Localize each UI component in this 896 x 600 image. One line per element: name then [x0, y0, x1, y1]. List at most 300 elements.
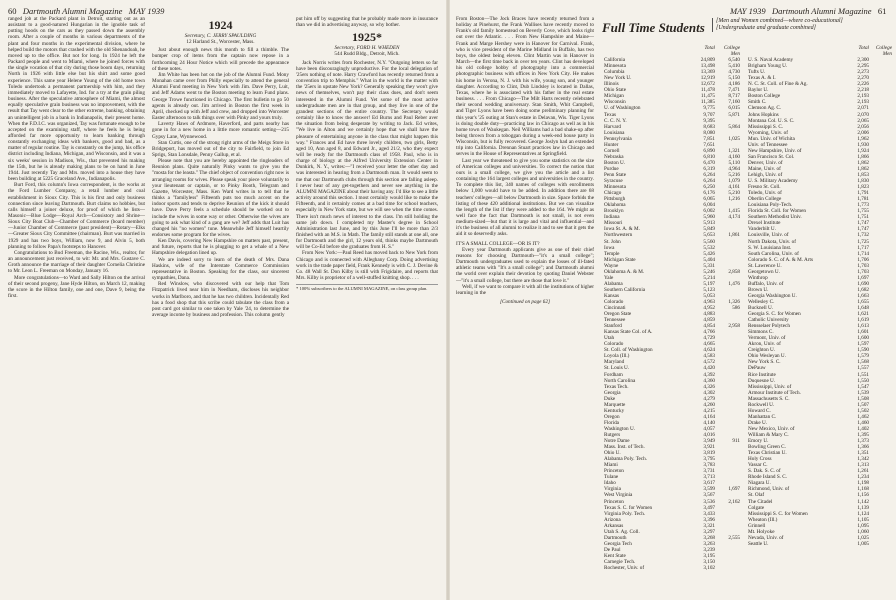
- cell-total: 5,246: [703, 268, 715, 275]
- cell-total: 5,214: [703, 274, 715, 281]
- cell-total: 12,672: [700, 81, 715, 88]
- cell-name: Texas Tech.: [604, 383, 629, 390]
- cell-name: Florida St. Coll. for Women: [748, 208, 806, 215]
- cell-name: Columbia: [604, 69, 625, 76]
- cell-total: 1,706: [857, 256, 869, 263]
- cell-name: Maine, Univ. of: [748, 165, 781, 172]
- cell-name: Montana Col. U. S. C.: [748, 117, 795, 124]
- cell-name: Winthrop: [748, 274, 768, 281]
- cell-total: 1,198: [857, 480, 869, 487]
- cell-men: 1,326: [728, 298, 740, 305]
- cell-name: Marquette: [604, 401, 626, 408]
- cell-total: 2,070: [857, 111, 869, 118]
- cell-men: 5,150: [728, 75, 740, 82]
- paragraph: ranged job at the Packard plant in Detroit, starting out as an assistant to a good-natured Hungarian in the ignoble task of putting hoods on the cars as they passed down the assembly room. After a couple of months in various departments of the plant and four months in the experimental division, where he helped build the motors that crashed with the old Shenandoah, he moved up to the office. But not for long. In 1924 he left the Packard people and went to Miami, where he joined forces with the single vocation of that city during those boom days, returning North in 1926 with little else but his shirt and some good experience. This same year Helene Young of the old home town Toledo undertook a permanent partnership with him, and they immediately moved to Lafayette, Ind. for a try at the grain piling business. After the speculative atmosphere of Miami, the almost equally speculative grain business was no improvement, with the result that Tay went clear to the other extreme, banking, obtaining an unintelligent job in a bank in Indianapolis, their present home. When the F.D.I.C. was organized, Tay was fortunate enough to be accepted on the examining staff, where he feels he is being afforded far more opportunity to learn banking through constantly exchanging ideas with bankers, good and bad, as a matter of regular routine. Tay is constantly on the jump, his office district including Indiana, Michigan, and Wisconsin, and it was a six weeks' session in Madison, Wis., that prevented his making the 15th, but he is already making plans to be on hand in June 1944. Just recently Tay and Mrs. moved into a house they have been building at 5225 Graceland Ave., Indianapolis.: [8, 16, 145, 183]
- cell-total: 4,140: [703, 419, 715, 426]
- cell-men: 1,415: [728, 208, 740, 215]
- paragraph: From Boston—The Jock Braces have recently returned from a holiday at Pinehurst, the Frank Wallises have recently moved to Frank's old family homestead on Beverly Cove, which looks right out over the Atlantic. . . . From New Hampshire and Maine—Frank and Marge Hershey were in Hanover for Carnival. Frank, who is vice president of the Marine Midland in Buffalo, has two boys, the oldest being eleven. Clint Martin was in Hanover in March—the first time back in over ten years. Clint has developed his old college hobby of photography into a commercial photographic business with offices in New York City. He makes his home in Verona, N. J. with his wife, young son, and younger daughter. According to Clint, Dub Lindsley is located in Dallas, Texas, where he is associated with his father in the real estate business. . . . From Chicago—The Milt Harts recently celebrated their second wedding anniversary. Stan Smith, Whit Campbell, and Tiger Lyons have been doing some preliminary planning for this year's '25 outing at Stan's estate in Delavan, Wis. Tiger Lyons is doing double duty—practicing law in Chicago as well as in his home town of Waukegan. Neil Williams had a bad shake-up after being thrown from a toboggan during a week-end house party in Wisconsin, but is fully recovered. George Joslyn had an extended trip into California. Drennan Stuart practices law in Chicago and serves in the House of Representatives at Springfield.: [456, 16, 594, 158]
- cell-name: Armour Institute of Tech.: [748, 389, 801, 396]
- cell-men: 2,858: [728, 268, 740, 275]
- cell-name: Northwestern: [604, 232, 633, 239]
- cell-total: 2,006: [857, 129, 869, 136]
- right-page-header: [730, 6, 886, 16]
- cell-total: 1,508: [857, 395, 869, 402]
- column-4: [456, 16, 594, 594]
- cell-total: 6,470: [703, 159, 715, 166]
- cell-total: 1,095: [857, 522, 869, 529]
- paragraph: Stan Curtis, one of the strong right arms of the Meigs Store in Bridgeport, has moved out of the city to Fairfield, to join Ed Sprigs, Stan Lonsdale, Penny Gallup, et al.: [152, 139, 289, 158]
- cell-name: Rensselaer Polytech: [748, 323, 790, 330]
- cell-men: 4,964: [728, 165, 740, 172]
- cell-name: C. C. N. Y.: [604, 117, 627, 124]
- cell-total: 1,261: [857, 468, 869, 475]
- class-secretary: Secretary, FORD H. WHEDEN: [334, 45, 400, 52]
- cell-name: Colorado: [604, 341, 624, 348]
- cell-total: 1,862: [857, 159, 869, 166]
- cell-total: 4,729: [703, 335, 715, 342]
- cell-name: Tufts U.: [748, 69, 766, 76]
- cell-total: 4,963: [703, 298, 715, 305]
- cell-name: Wayne: [604, 262, 619, 269]
- cell-men: 6,540: [728, 57, 740, 64]
- cell-name: California: [604, 57, 626, 64]
- cell-total: 4,260: [703, 401, 715, 408]
- column-2: [152, 16, 289, 594]
- cell-name: Cornell: [604, 147, 620, 154]
- cell-total: 5,849: [703, 226, 715, 233]
- cell-total: 1,962: [857, 135, 869, 142]
- paragraph: Laverty Haws of Ardmore, Haverford, and parts nearby has gone in for a new home in a little more romantic setting—215 Gypsy Lane, Wynnewood.: [152, 121, 289, 140]
- cell-name: Stanford: [604, 323, 622, 330]
- cell-name: Iowa: [604, 244, 615, 251]
- cell-total: 1,747: [857, 220, 869, 227]
- cell-total: 1,507: [857, 401, 869, 408]
- cell-name: Rhode Island S. C.: [748, 474, 788, 481]
- cell-name: Vanderbilt U.: [748, 226, 776, 233]
- cell-total: 6,065: [703, 196, 715, 203]
- cell-men: 4,186: [728, 81, 740, 88]
- cell-name: Loyola (Ill.): [604, 353, 630, 360]
- cell-total: 1,613: [857, 323, 869, 330]
- right-page-number: 61: [877, 6, 887, 16]
- cell-name: Kansas: [604, 292, 619, 299]
- section-heading: IT'S A SMALL COLLEGE—OR IS IT?: [456, 240, 540, 247]
- cell-total: 9,775: [703, 105, 715, 112]
- cell-total: 1,930: [857, 141, 869, 148]
- cell-name: Georgia: [604, 389, 621, 396]
- cell-name: Temple: [604, 250, 620, 257]
- cell-total: 5,404: [703, 256, 715, 263]
- paragraph: Ken Davis, covering New Hampshire on matters past, present, and future, reports that he is plugging to get a whale of a New Hampshire delegation lined up.: [152, 238, 289, 257]
- cell-name: Kent State: [604, 552, 626, 559]
- cell-name: Mississippi S. C.: [748, 123, 784, 130]
- cell-name: Michigan: [604, 93, 624, 100]
- cell-total: 4,572: [703, 359, 715, 366]
- paragraph: Just about enough news this month to fill a thimble. The bumper crop of items from the captain now repose in a forthcoming 24 Hour Notice which will precede the appearance of these notes.: [152, 47, 289, 72]
- cell-total: 2,056: [857, 123, 869, 130]
- cell-name: Colgate: [748, 504, 765, 511]
- cell-name: Southern Methodist Univ.: [748, 214, 802, 221]
- table-note: [Men and Women combined—where co-educational] [Undergraduate and graduate combined]: [712, 18, 866, 32]
- cell-total: 4,420: [703, 365, 715, 372]
- cell-name: Georgia Washington U.: [748, 292, 797, 299]
- cell-men: [869, 541, 892, 547]
- paragraph: Jim White has been hot on the job of the Alumni Fund. Mony Monahan came over from Philly especially to attend the general Alumni Fund meeting in New York with Jim. Dave Perry, Luit, and Jeff Adams went to the Boston meeting to learn Fund plans. George Trowe functioned in Chicago. The first bulletin to go 50 agents is already out. Jim arrived in Boston the first week in April, checked up with Jeff and crew, and dropped into Worcester Easter afternoon to talk things over with Pinky and yours truly.: [152, 71, 289, 122]
- cell-name: Mt. Holyoke: [748, 528, 775, 535]
- cell-total: 1,725: [857, 238, 869, 245]
- cell-name: Illinois: [604, 81, 619, 88]
- table-header: [748, 45, 892, 57]
- cell-name: Louisville, Univ. of: [748, 232, 789, 239]
- cell-name: Denver, Univ. of: [748, 159, 783, 166]
- cell-men: 1,321: [728, 147, 740, 154]
- cell-name: Harvard: [604, 123, 621, 130]
- paragraph: More congratulations—to Ward and Sally Hilton on the arrival of their second progeny, Jane Hyde Hilton, on March 12, making the score in the Hilton family, one and one, Dave 9, being the first.: [8, 274, 145, 300]
- cell-total: 1,547: [857, 383, 869, 390]
- cell-name: Colorado S. C. of A. & M. Arts: [748, 256, 813, 263]
- cell-name: Nevada, Univ. of: [748, 534, 784, 541]
- cell-name: Toledo, Univ. of: [748, 190, 782, 197]
- cell-name: U. of Washington: [604, 105, 641, 112]
- cell-total: 8,683: [703, 123, 715, 130]
- cell-name: Minnesota: [604, 184, 626, 191]
- cell-men: 1,079: [728, 178, 740, 185]
- cell-men: 4,161: [728, 184, 740, 191]
- cell-total: 1,142: [857, 498, 869, 505]
- cell-men: [715, 565, 740, 571]
- cell-men: 2,162: [728, 498, 740, 505]
- cell-name: Ohio Wesleyan U.: [748, 353, 786, 360]
- cell-name: Georgetown U.: [748, 268, 780, 275]
- cell-total: 1,714: [857, 250, 869, 257]
- cell-total: 3,297: [703, 528, 715, 535]
- cell-name: San Francisco St. Col.: [748, 153, 795, 160]
- cell-name: Chicago: [604, 190, 622, 197]
- cell-name: St. Coll. of Washington: [604, 347, 653, 354]
- cell-name: Utah: [604, 335, 615, 342]
- cell-name: The Citadel: [748, 498, 773, 505]
- cell-total: 3,239: [703, 546, 715, 553]
- cell-name: Buffalo, Univ. of: [748, 280, 784, 287]
- cell-name: Dartmouth: [604, 534, 627, 541]
- cell-men: 1,216: [728, 196, 740, 203]
- cell-total: 5,913: [703, 220, 715, 227]
- cell-total: 4,952: [703, 305, 715, 312]
- header-college-men: College Men: [875, 45, 892, 58]
- cell-name: Rochester, Univ. of: [604, 565, 645, 572]
- cell-name: South Carolina, Univ. of: [748, 250, 799, 257]
- paragraph: Congratulations to Bud Freeman, the Racine, Wis., realtor, for an announcement just received, to wit: Mr. and Mrs. Gustave C. Groth announce the marriage of their daughter Cornelia Christine to Mr. Leon L. Freeman on Monday, January 16.: [8, 249, 145, 275]
- cell-total: 1,621: [857, 311, 869, 318]
- cell-name: Catholic University: [748, 317, 789, 324]
- cell-total: 5,560: [703, 238, 715, 245]
- cell-men: 586: [732, 305, 740, 312]
- cell-name: St. John: [604, 238, 621, 245]
- cell-total: 5,331: [703, 262, 715, 269]
- continued-notice: [Continued on page 62]: [499, 299, 550, 306]
- cell-total: 5,426: [703, 250, 715, 257]
- cell-name: Cincinnati: [604, 305, 626, 312]
- cell-name: Georgia Tech: [604, 540, 632, 547]
- cell-name: Mississippi S. C. for Women: [748, 510, 808, 517]
- cell-name: Manhattan C.: [748, 413, 777, 420]
- cell-name: Simmons C.: [748, 329, 774, 336]
- cell-total: 6,890: [703, 147, 715, 154]
- cell-total: 9,707: [703, 111, 715, 118]
- cell-total: 11,475: [700, 93, 715, 100]
- cell-total: 6,250: [703, 184, 715, 191]
- cell-total: 5,197: [703, 280, 715, 287]
- cell-total: 1,313: [857, 462, 869, 469]
- cell-total: 1,105: [857, 516, 869, 523]
- paragraph: Jack Norris writes from Rochester, N.Y. "Outgoing letters so far have been discouragingly unproductive. For the local delegation of '25ers nothing of note. Harry Crawford has recently returned from a convention trip to Memphis." What in the world is the matter with the '25ers in upstate New York? Generally speaking they won't give news of themselves, won't pay their class dues, and don't seem interested in the Alumni Fund. Yet some of the most active undergraduate men are in that group, and they live in one of the grandest sections of the entire country. The Secretary would certainly like to know the answer! Ed Burns and Paul Reber aver the situation from being desperate by writing to Jack. Ed writes, "We live in Alton and we certainly hope that we shall have the pleasure of entertaining anyone in the class that might happen this way." Frances and Ed have three lovely children, two girls, Betty aged 10, Ann aged 8, and Edward Jr., aged 21/2, who they expect will be ready for the Dartmouth class of 1958. Paul, who is in charge of biology at the Alfred University Extension Center in Dunkirk, N. Y., writes:—"I received your letter the other day and was interested in hearing from a Dartmouth man. It would seem to me that our Dartmouth clubs through this section are falling asleep. I never hear of any get-togethers and never see anything in the ALUMNI MAGAZINE about their having any. I'd like to see a little activity around this section. I most certainly would like to make the Fifteenth, and it certainly comes at a bad time for school teachers, especially in New York state, but we will see when the time comes. There isn't much news of interest to the class. I'm still holding the same job down. I completed my Master's degree in School Administration last June, and by this June I'll be more than 2/3 finished with an M.S. in Math. The family still stands at one all, one for Dartmouth and the girl, 12 years old, thinks maybe Dartmouth will be Co-Ed before she graduates from H. S.": [296, 59, 438, 251]
- cell-name: Richmond, Univ. of: [748, 486, 790, 493]
- cell-name: DePauw: [748, 365, 766, 372]
- cell-total: 1,590: [857, 347, 869, 354]
- cell-total: 1,600: [857, 335, 869, 342]
- cell-total: 6,319: [703, 165, 715, 172]
- cell-name: Brown U.: [748, 286, 769, 293]
- cell-name: Baylor U.: [748, 87, 769, 94]
- cell-total: 1,539: [857, 389, 869, 396]
- cell-name: Ohio State: [604, 87, 627, 94]
- cell-total: 2,071: [857, 105, 869, 112]
- cell-total: 1,717: [857, 244, 869, 251]
- cell-total: 11,478: [700, 87, 715, 94]
- cell-name: Notre Dame: [604, 438, 630, 445]
- cell-total: 1,853: [857, 171, 869, 178]
- cell-men: 5,110: [728, 159, 740, 166]
- cell-name: Virginia Poly. Tech.: [604, 510, 646, 517]
- cell-name: Michigan State: [604, 256, 636, 263]
- cell-name: S. Dak. S. C. of: [748, 468, 781, 475]
- cell-name: Wheaton (Ill.): [748, 516, 778, 523]
- cell-men: 4,160: [728, 153, 740, 160]
- cell-name: U. S. Naval Academy: [748, 57, 794, 64]
- cell-total: 1,619: [857, 317, 869, 324]
- cell-total: 1,124: [857, 510, 869, 517]
- cell-name: Drake U.: [748, 419, 768, 426]
- cell-total: 4,164: [703, 413, 715, 420]
- cell-name: Miami: [604, 462, 618, 469]
- cell-total: 9,395: [703, 117, 715, 124]
- cell-men: 4,730: [728, 69, 740, 76]
- cell-total: 1,168: [857, 486, 869, 493]
- cell-name: S. W. Louisiana Inst.: [748, 244, 792, 251]
- cell-name: Texas: [604, 111, 617, 118]
- cell-men: 7,160: [728, 99, 740, 106]
- cell-total: 1,557: [857, 365, 869, 372]
- cell-total: 3,268: [703, 534, 715, 541]
- cell-name: Colorado: [604, 298, 624, 305]
- cell-name: Clemson Ag. C.: [748, 105, 782, 112]
- cell-total: 2,065: [857, 117, 869, 124]
- cell-name: Niagara U.: [748, 480, 771, 487]
- cell-total: 1,663: [857, 292, 869, 299]
- cell-total: 4,766: [703, 329, 715, 336]
- cell-total: 4,883: [703, 311, 715, 318]
- cell-name: Arizona: [604, 516, 621, 523]
- table-header: [604, 45, 740, 57]
- paragraph: Red Winslow, who discovered with our help that Tom Fitzpatrick lived near him in Needham, discloses his neighbor works in Marlboro, and that he has two children. Incidentally Red has a food shop that this scribe could tabulate the class from a post card got similar to one taken by Yale '24, to determine the average income by business and profession. This column gently: [152, 281, 289, 319]
- cell-total: 1,460: [857, 419, 869, 426]
- cell-name: Smith C.: [748, 99, 767, 106]
- cell-total: 1,690: [857, 280, 869, 287]
- cell-total: 4,057: [703, 425, 715, 432]
- cell-total: 12,919: [700, 75, 715, 82]
- cell-name: Holy Cross: [748, 456, 772, 463]
- cell-total: 2,193: [857, 93, 869, 100]
- cell-total: 4,854: [703, 323, 715, 330]
- cell-name: Boston College: [748, 93, 781, 100]
- cell-total: 7,651: [703, 141, 715, 148]
- cell-name: Maryland: [604, 359, 625, 366]
- cell-total: 4,326: [703, 383, 715, 390]
- cell-total: 1,462: [857, 413, 869, 420]
- cell-name: Massachusetts S. C.: [748, 395, 790, 402]
- cell-name: Duke: [604, 395, 616, 402]
- cell-total: 1,703: [857, 262, 869, 269]
- cell-name: Southern California: [604, 286, 646, 293]
- cell-total: 1,751: [857, 214, 869, 221]
- paragraph: From New York:—Paul Reed has moved back to New York from Chicago and is connected with Alleghany Corp. Doing advertising work in the trade paper field, Frank Kennedy is with C. J. Devine & Co. 48 Wall St. Don Kilby is still with Frigidaire, and reports that Mrs. Kilby is proprietor of a well-stuffed knitting shop. . . .: [296, 250, 438, 282]
- cell-total: 1,395: [857, 432, 869, 438]
- cell-name: St. Olaf: [748, 492, 765, 499]
- cell-total: 1,551: [857, 371, 869, 378]
- cell-total: 13,498: [700, 63, 715, 70]
- cell-total: 1,351: [857, 450, 869, 457]
- class-secretary: Secretary, C. JERRY SPAULDING: [184, 33, 257, 39]
- cell-name: New Hampshire, Univ. of: [748, 147, 802, 154]
- cell-total: 2,273: [857, 69, 869, 76]
- cell-men: 5,210: [728, 190, 740, 197]
- cell-total: 13,369: [700, 69, 715, 76]
- cell-name: Georgia S. C. for Women: [748, 311, 801, 318]
- cell-name: Utah S. Ag. Coll.: [604, 528, 640, 535]
- cell-total: 4,360: [703, 377, 715, 384]
- cell-total: 5,532: [703, 244, 715, 251]
- cell-name: Tennessee: [604, 317, 626, 324]
- cell-men: 8,717: [728, 93, 740, 100]
- cell-total: 2,226: [857, 81, 869, 88]
- cell-total: 1,703: [857, 268, 869, 275]
- cell-name: Princeton: [604, 498, 624, 505]
- cell-total: 3,263: [703, 540, 715, 547]
- cell-men: 4,174: [728, 214, 740, 221]
- cell-total: 3,102: [703, 565, 715, 572]
- cell-men: 6,015: [728, 105, 740, 112]
- cell-total: 1,373: [857, 438, 869, 445]
- cell-total: 3,536: [703, 498, 715, 505]
- cell-name: Purdue: [604, 165, 619, 172]
- left-magazine-title: Dartmouth Alumni Magazine: [22, 6, 123, 16]
- cell-name: Howard C.: [748, 407, 771, 414]
- cell-name: Oregon: [604, 413, 620, 420]
- cell-name: Idaho: [604, 480, 616, 487]
- cell-total: 1,697: [857, 274, 869, 281]
- cell-name: Louisiana Poly-Tech.: [748, 202, 793, 209]
- cell-total: 2,193: [857, 99, 869, 106]
- left-page-number: 60: [8, 6, 17, 16]
- cell-total: 2,300: [857, 57, 869, 64]
- cell-total: 1,156: [857, 492, 869, 499]
- cell-name: N. C. St. Coll. of Fine & Ag.: [748, 81, 808, 88]
- cell-men: 5,864: [728, 123, 740, 130]
- cell-total: 3,396: [703, 516, 715, 523]
- cell-men: 1,476: [728, 280, 740, 287]
- cell-total: 3,617: [703, 480, 715, 487]
- enrollment-table-left: [604, 45, 740, 571]
- footnote: * 100% subscribers to the ALUMNI MAGAZINE, on class group plan.: [296, 284, 438, 292]
- paragraph: Every year Dartmouth applicants give as one of their chief reasons for choosing Dartmouth—"it's a small college"; Dartmouth undergraduates used to explain the losses of ill-fated athletic teams with "It's a small college"; and Dartmouth alumni the world over explain their devotion by quoting Daniel Webster—"it's a small college, but there are those that love it.": [456, 246, 594, 284]
- cell-total: 3,713: [703, 474, 715, 481]
- cell-name: Indiana: [604, 214, 620, 221]
- cell-name: Washington U.: [604, 425, 635, 432]
- cell-name: Oregon State: [604, 311, 632, 318]
- cell-total: 1,747: [857, 226, 869, 233]
- cell-name: Texas A. & I.: [748, 75, 776, 82]
- cell-name: Tulane: [604, 474, 619, 481]
- cell-name: Arkansas: [604, 522, 624, 529]
- table-row: [604, 565, 740, 571]
- cell-total: 1,139: [857, 504, 869, 511]
- cell-name: Duquesne U.: [748, 377, 776, 384]
- paragraph: Well, if we want to compare it with all the institutions of higher learning in the: [456, 283, 594, 296]
- cell-name: Wisconsin: [604, 99, 626, 106]
- cell-total: 1,823: [857, 184, 869, 191]
- cell-name: Kentucky: [604, 407, 625, 414]
- class-heading-1925: 1925*: [352, 30, 382, 45]
- header-total: Total: [858, 45, 869, 51]
- class-heading-1924: 1924: [208, 18, 233, 32]
- cell-total: 3,731: [703, 468, 715, 475]
- cell-men: 5,871: [728, 111, 740, 118]
- cell-total: 1,866: [857, 153, 869, 160]
- cell-total: 24,809: [700, 57, 715, 64]
- cell-men: 5,216: [728, 171, 740, 178]
- cell-name: Rutgers: [604, 432, 621, 438]
- cell-name: Carnegie Tech.: [604, 558, 636, 565]
- cell-total: 4,302: [703, 389, 715, 396]
- cell-name: Vermont, Univ. of: [748, 335, 786, 342]
- cell-total: 1,924: [857, 147, 869, 154]
- column-1: [8, 16, 145, 594]
- cell-total: 5,123: [703, 286, 715, 293]
- paragraph: put him off by suggesting that he probably made more in insurance than we did in advertising anyway, so why bother.: [296, 16, 438, 29]
- left-page-header: [8, 6, 164, 16]
- cell-name: Mississippi, Univ. of: [748, 383, 792, 390]
- cell-total: 3,497: [703, 504, 715, 511]
- table-row: [748, 541, 892, 547]
- cell-name: Oklahoma: [604, 202, 626, 209]
- cell-name: New Mexico, Univ. of: [748, 425, 795, 432]
- cell-men: 2,958: [728, 323, 740, 330]
- cell-name: Alabama: [604, 280, 623, 287]
- cell-total: 1,060: [857, 528, 869, 535]
- cell-total: 2,270: [857, 75, 869, 82]
- cell-total: 6,176: [703, 190, 715, 197]
- cell-total: 1,830: [857, 178, 869, 185]
- cell-name: Hunter: [604, 141, 619, 148]
- cell-total: 1,648: [857, 305, 869, 312]
- cell-total: 4,859: [703, 317, 715, 324]
- cell-total: 1,862: [857, 165, 869, 172]
- cell-name: Emory U.: [748, 438, 769, 445]
- cell-name: Fresno St. Coll.: [748, 184, 781, 191]
- cell-name: U. S. Military Academy: [748, 178, 798, 185]
- secretary-address: 12 Harland St., Worcester, Mass.: [186, 39, 255, 46]
- cell-total: 5,653: [703, 232, 715, 239]
